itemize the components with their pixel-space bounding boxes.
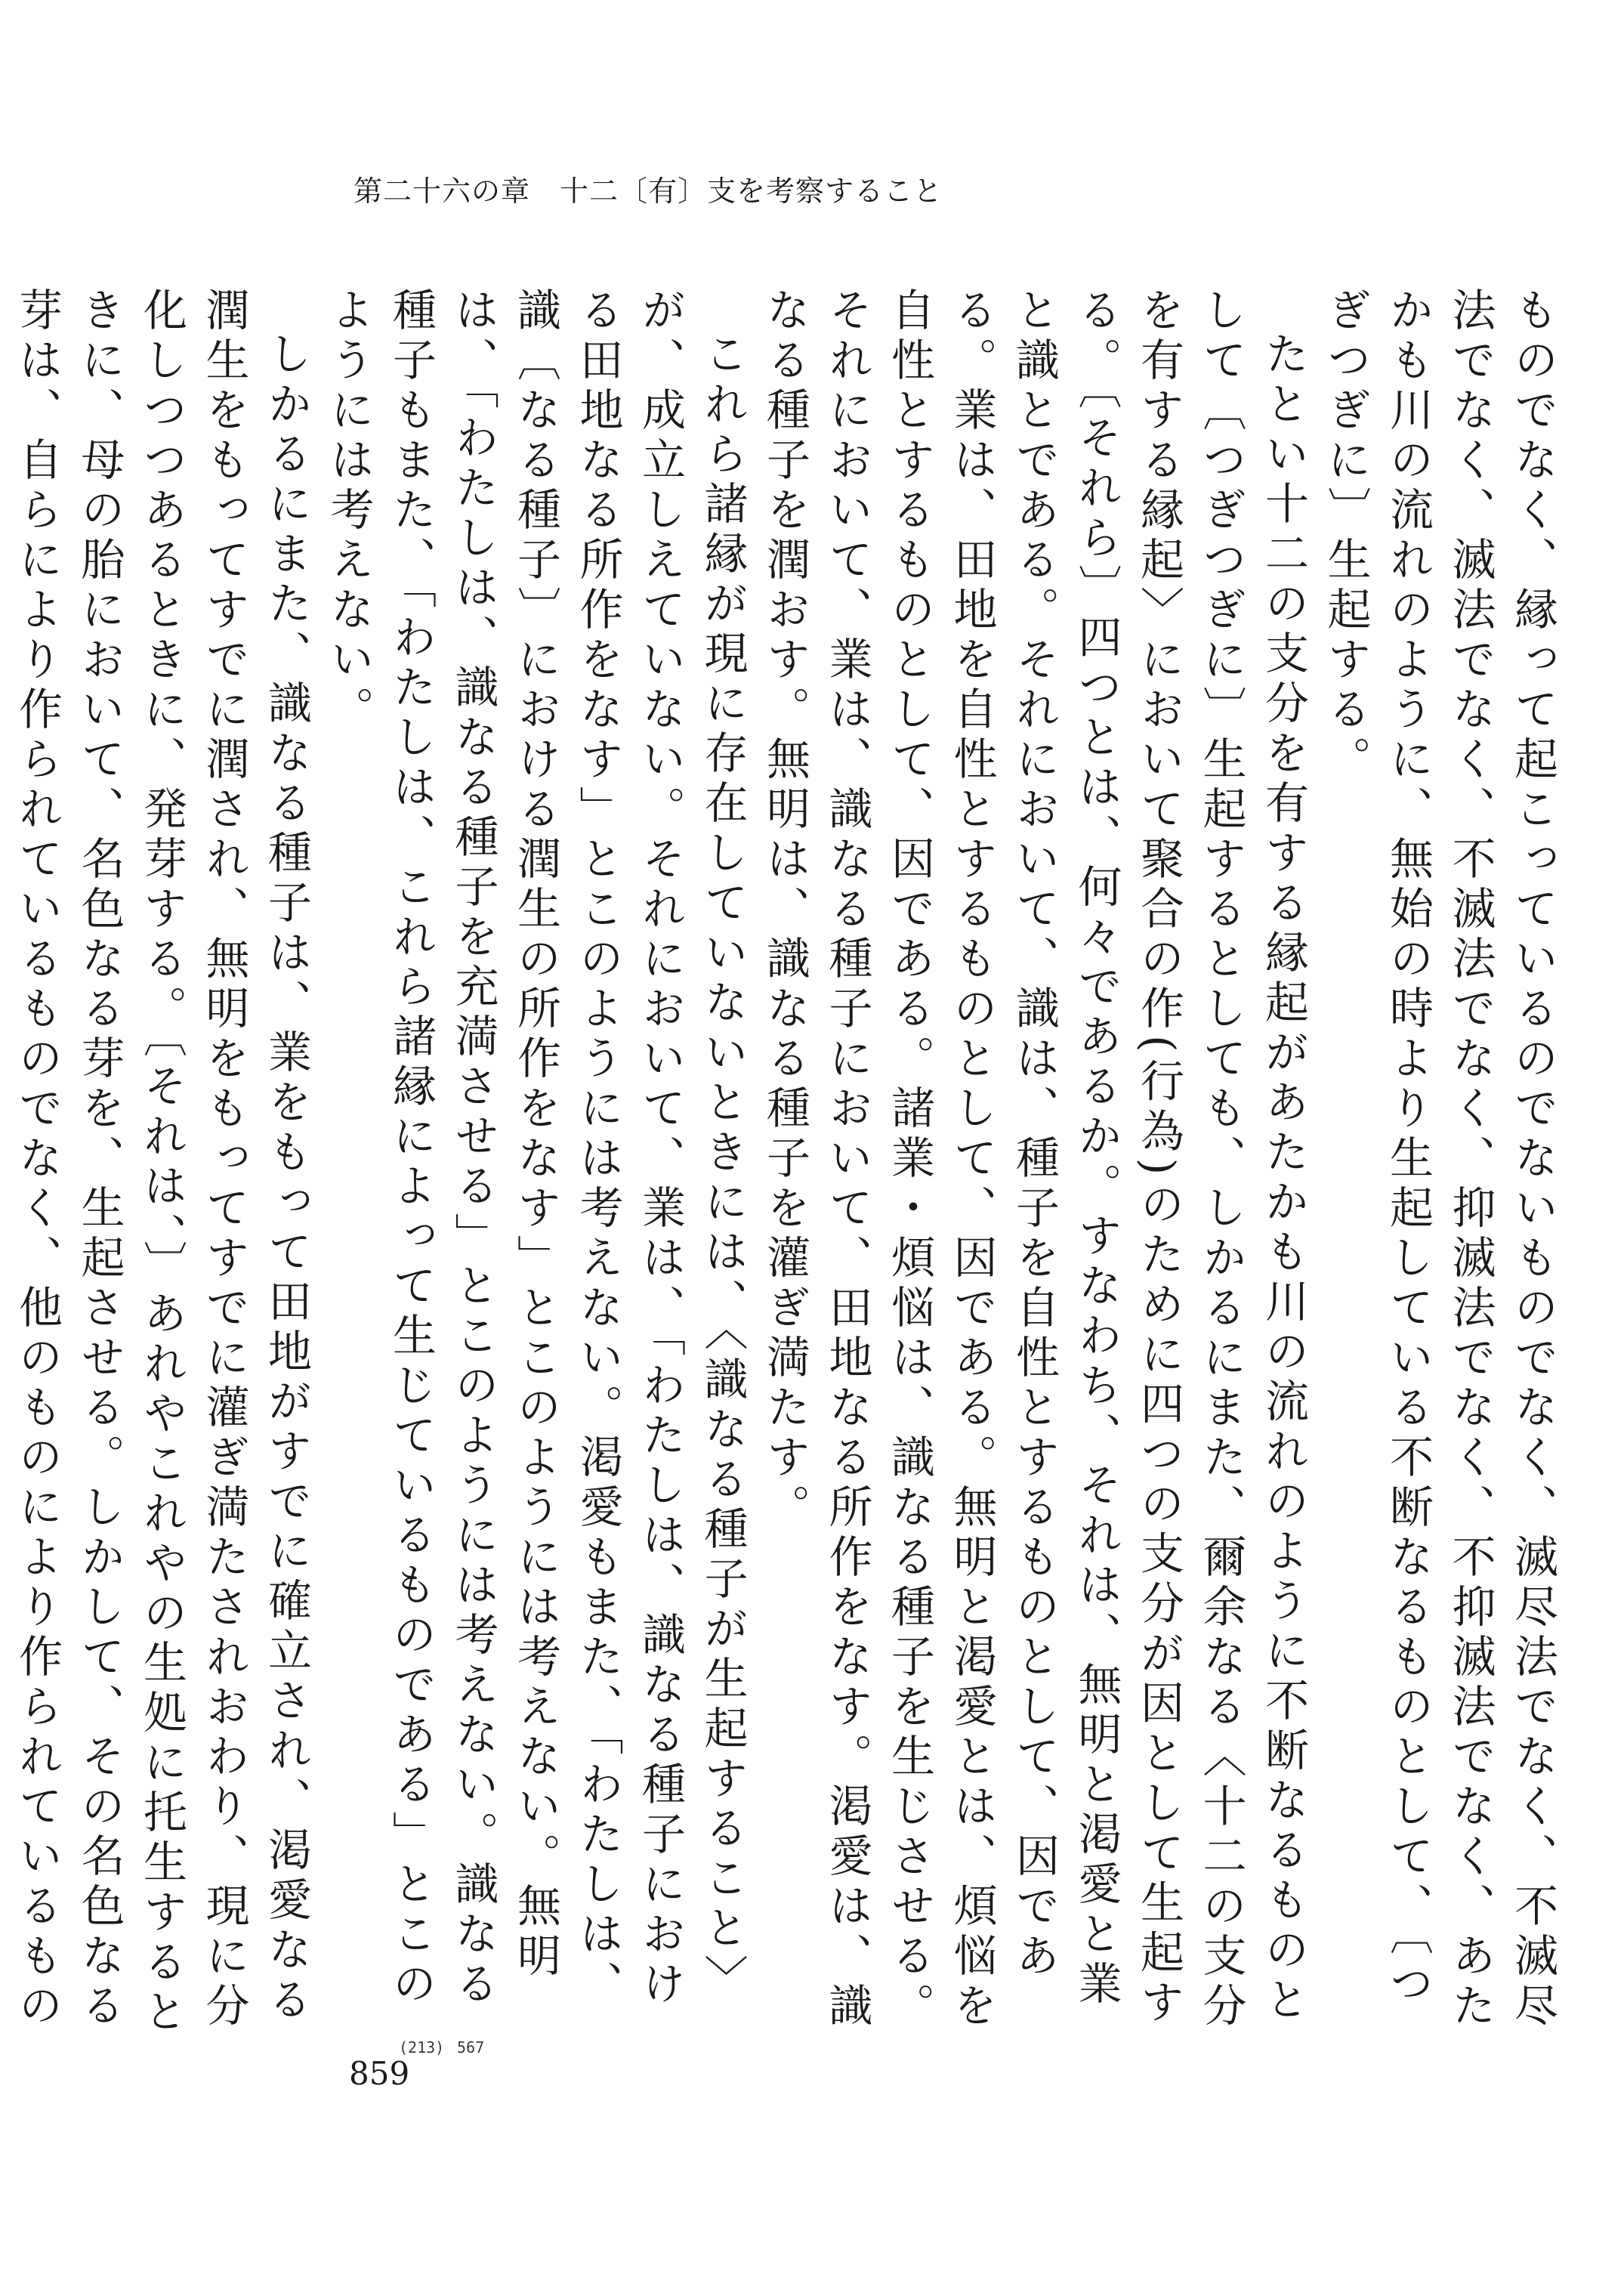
archive-stamp-left: (213) xyxy=(399,2038,445,2057)
body-paragraph-1: ものでなく、縁って起こっているのでないものでなく、滅尽法でなく、不滅尽法でなく、滅法でなく、不滅法でなく、抑滅法でなく、不抑滅法でなく、あたかも川の流れのように、無始の時より生起している不断なるものとして、〔つぎつぎに〕生起する。 xyxy=(1320,287,1558,2032)
body-paragraph-4: しかるにまた、識なる種子は、業をもって田地がすでに確立され、渇愛なる潤生をもってすでに潤され、無明をもってすでに灌ぎ満たされおわり、現に分化しつつあるときに、発芽する。〔それは、〕あれやこれやの生処に托生するときに、母の胎において、名色なる芽を、生起させる。しかして、その名色なる芽は、自らにより作られているものでなく、他のものにより作られているもの xyxy=(11,287,312,2038)
page-body xyxy=(11,287,1564,2047)
page-number: 859 xyxy=(349,2055,410,2092)
running-head: 第二十六の章 十二〔有〕支を考察すること xyxy=(354,175,943,208)
archive-stamp-right: 567 xyxy=(457,2038,485,2057)
body-paragraph-2: たとい十二の支分を有する縁起があたかも川の流れのように不断なるものとして〔つぎつぎに〕生起するとしても、しかるにまた、爾余なる〈十二の支分を有する縁起〉において聚合の作(行為)のために四つの支分が因として生起する。〔それら〕四つとは、何々であるか。すなわち、それは、無明と渇愛と業と識とである。それにおいて、識は、種子を自性とするものとして、因である。業は、田地を自性とするものとして、因である。無明と渇愛とは、煩悩を自性とするものとして、因である。諸業・煩悩は、識なる種子を生じさせる。それにおいて、業は、識なる種子において、田地なる所作をなす。渇愛は、識なる種子を潤おす。無明は、識なる種子を灌ぎ満たす。 xyxy=(759,287,1309,2032)
body-paragraph-3: これら諸縁が現に存在していないときには、〈識なる種子が生起すること〉が、成立しえていない。それにおいて、業は、「わたしは、識なる種子における田地なる所作をなす」とこのようには考えない。渇愛もまた、「わたしは、識〔なる種子〕における潤生の所作をなす」とこのようには考えない。無明は、「わたしは、識なる種子を充満させる」とこのようには考えない。識なる種子もまた、「わたしは、これら諸縁によって生じているものである」とこのようには考えない。 xyxy=(323,287,749,2010)
